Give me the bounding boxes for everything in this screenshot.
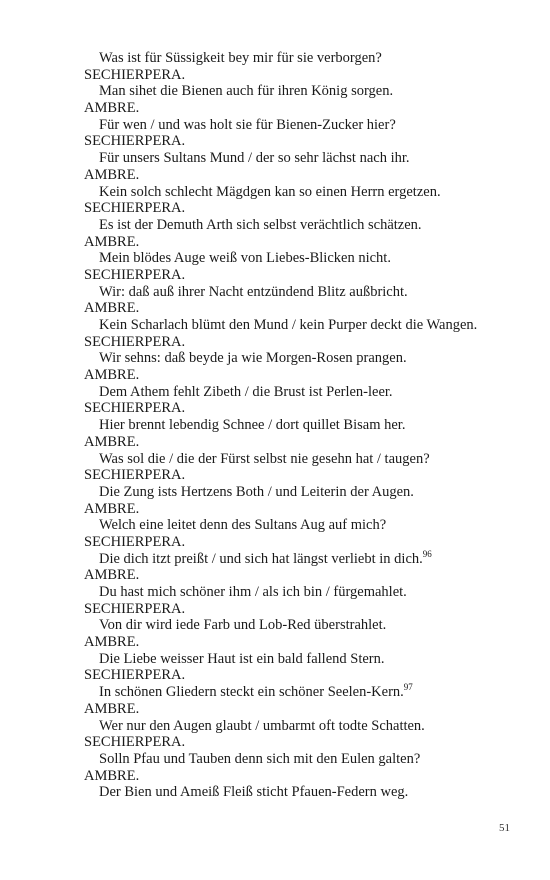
verse-text: Du hast mich schöner ihm / als ich bin / fürgemahlet. [99, 584, 407, 600]
speaker-text: SECHIERPERA. [84, 467, 186, 484]
speaker-name [84, 634, 524, 651]
speaker-name [84, 601, 524, 618]
verse-text: Der Bien und Ameiß Fleiß sticht Pfauen-Federn weg. [99, 784, 409, 801]
verse-line [84, 384, 524, 401]
verse-text: Die dich itzt preißt / und sich hat längst verliebt in dich. [99, 550, 423, 567]
verse-text: Was ist für Süssigkeit bey mir für sie verborgen? [99, 50, 382, 66]
speaker-text: AMBRE. [84, 634, 140, 651]
verse-line [84, 751, 524, 768]
speaker-text: AMBRE. [84, 567, 140, 584]
verse-line [84, 651, 524, 668]
verse-line [84, 50, 524, 67]
verse-line [84, 718, 524, 735]
verse-line [84, 317, 524, 334]
speaker-name [84, 400, 524, 417]
verse-line [84, 117, 524, 134]
speaker-name [84, 300, 524, 317]
speaker-name [84, 67, 524, 84]
verse-text: Wer nur den Augen glaubt / umbarmt oft todte Schatten. [99, 717, 425, 734]
speaker-name [84, 100, 524, 117]
speaker-name [84, 567, 524, 584]
speaker-text: SECHIERPERA. [84, 133, 186, 150]
page-number: 51 [499, 822, 510, 834]
speaker-text: SECHIERPERA. [84, 667, 186, 684]
verse-line [84, 517, 524, 534]
speaker-name [84, 434, 524, 451]
verse-line [84, 284, 524, 301]
speaker-name [84, 133, 524, 150]
verse-text: Solln Pfau und Tauben denn sich mit den Eulen galten? [99, 750, 421, 767]
verse-line [84, 417, 524, 434]
speaker-name [84, 200, 524, 217]
speaker-name [84, 534, 524, 551]
speaker-text: AMBRE. [84, 767, 140, 784]
verse-line [84, 250, 524, 267]
speaker-text: AMBRE. [84, 166, 140, 183]
speaker-name [84, 467, 524, 484]
speaker-text: SECHIERPERA. [84, 734, 186, 751]
speaker-text: AMBRE. [84, 367, 140, 384]
verse-line [84, 584, 524, 601]
verse-text: Mein blödes Auge weiß von Liebes-Blicken nicht. [99, 250, 391, 267]
verse-text: Dem Athem fehlt Zibeth / die Brust ist Perlen-leer. [99, 383, 393, 400]
speaker-text: AMBRE. [84, 100, 140, 117]
speaker-name [84, 267, 524, 284]
verse-line [84, 484, 524, 501]
footnote-marker: 97 [403, 682, 413, 693]
verse-line [84, 83, 524, 100]
speaker-text: SECHIERPERA. [84, 200, 186, 217]
speaker-name [84, 334, 524, 351]
verse-text: Wir sehns: daß beyde ja wie Morgen-Rosen prangen. [99, 350, 407, 367]
speaker-name [84, 734, 524, 751]
verse-line [84, 350, 524, 367]
speaker-text: SECHIERPERA. [84, 400, 186, 417]
footnote-marker: 96 [422, 548, 432, 559]
verse-text: Von dir wird iede Farb und Lob-Red überstrahlet. [99, 617, 387, 634]
speaker-name [84, 234, 524, 251]
speaker-text: SECHIERPERA. [84, 600, 186, 617]
speaker-name [84, 768, 524, 785]
speaker-text: SECHIERPERA. [84, 66, 186, 83]
verse-line [84, 217, 524, 234]
verse-text: Es ist der Demuth Arth sich selbst verächtlich schätzen. [99, 216, 422, 233]
speaker-text: AMBRE. [84, 500, 140, 517]
page-body [84, 50, 524, 801]
speaker-text: SECHIERPERA. [84, 266, 186, 283]
verse-line [84, 184, 524, 201]
verse-text: Was sol die / die der Fürst selbst nie gesehn hat / taugen? [99, 450, 430, 467]
speaker-name [84, 167, 524, 184]
verse-text: Für wen / und was holt sie für Bienen-Zucker hier? [99, 116, 396, 133]
verse-text: Welch eine leitet denn des Sultans Aug auf mich? [99, 517, 387, 534]
verse-text: Die Zung ists Hertzens Both / und Leiterin der Augen. [99, 483, 414, 500]
verse-line [84, 784, 524, 801]
verse-text: Die Liebe weisser Haut ist ein bald fallend Stern. [99, 650, 385, 667]
verse-line [84, 150, 524, 167]
speaker-text: SECHIERPERA. [84, 533, 186, 550]
verse-text: Für unsers Sultans Mund / der so sehr lächst nach ihr. [99, 150, 410, 167]
verse-text: Hier brennt lebendig Schnee / dort quillet Bisam her. [99, 417, 406, 434]
speaker-text: AMBRE. [84, 433, 140, 450]
verse-line [84, 451, 524, 468]
verse-line [84, 617, 524, 634]
verse-text: Man sihet die Bienen auch für ihren König sorgen. [99, 83, 394, 100]
speaker-text: SECHIERPERA. [84, 333, 186, 350]
verse-line [84, 548, 524, 568]
speaker-name [84, 667, 524, 684]
speaker-name [84, 367, 524, 384]
verse-line [84, 684, 524, 701]
verse-text: Kein solch schlecht Mägdgen kan so einen Herrn ergetzen. [99, 183, 441, 200]
verse-text: Kein Scharlach blümt den Mund / kein Purper deckt die Wangen. [99, 317, 478, 333]
speaker-text: AMBRE. [84, 300, 140, 317]
speaker-name [84, 701, 524, 718]
verse-text: In schönen Gliedern steckt ein schöner Seelen-Kern. [99, 684, 404, 701]
speaker-name [84, 501, 524, 518]
verse-text: Wir: daß auß ihrer Nacht entzündend Blitz außbricht. [99, 283, 408, 300]
speaker-text: AMBRE. [84, 700, 140, 717]
speaker-text: AMBRE. [84, 233, 140, 250]
